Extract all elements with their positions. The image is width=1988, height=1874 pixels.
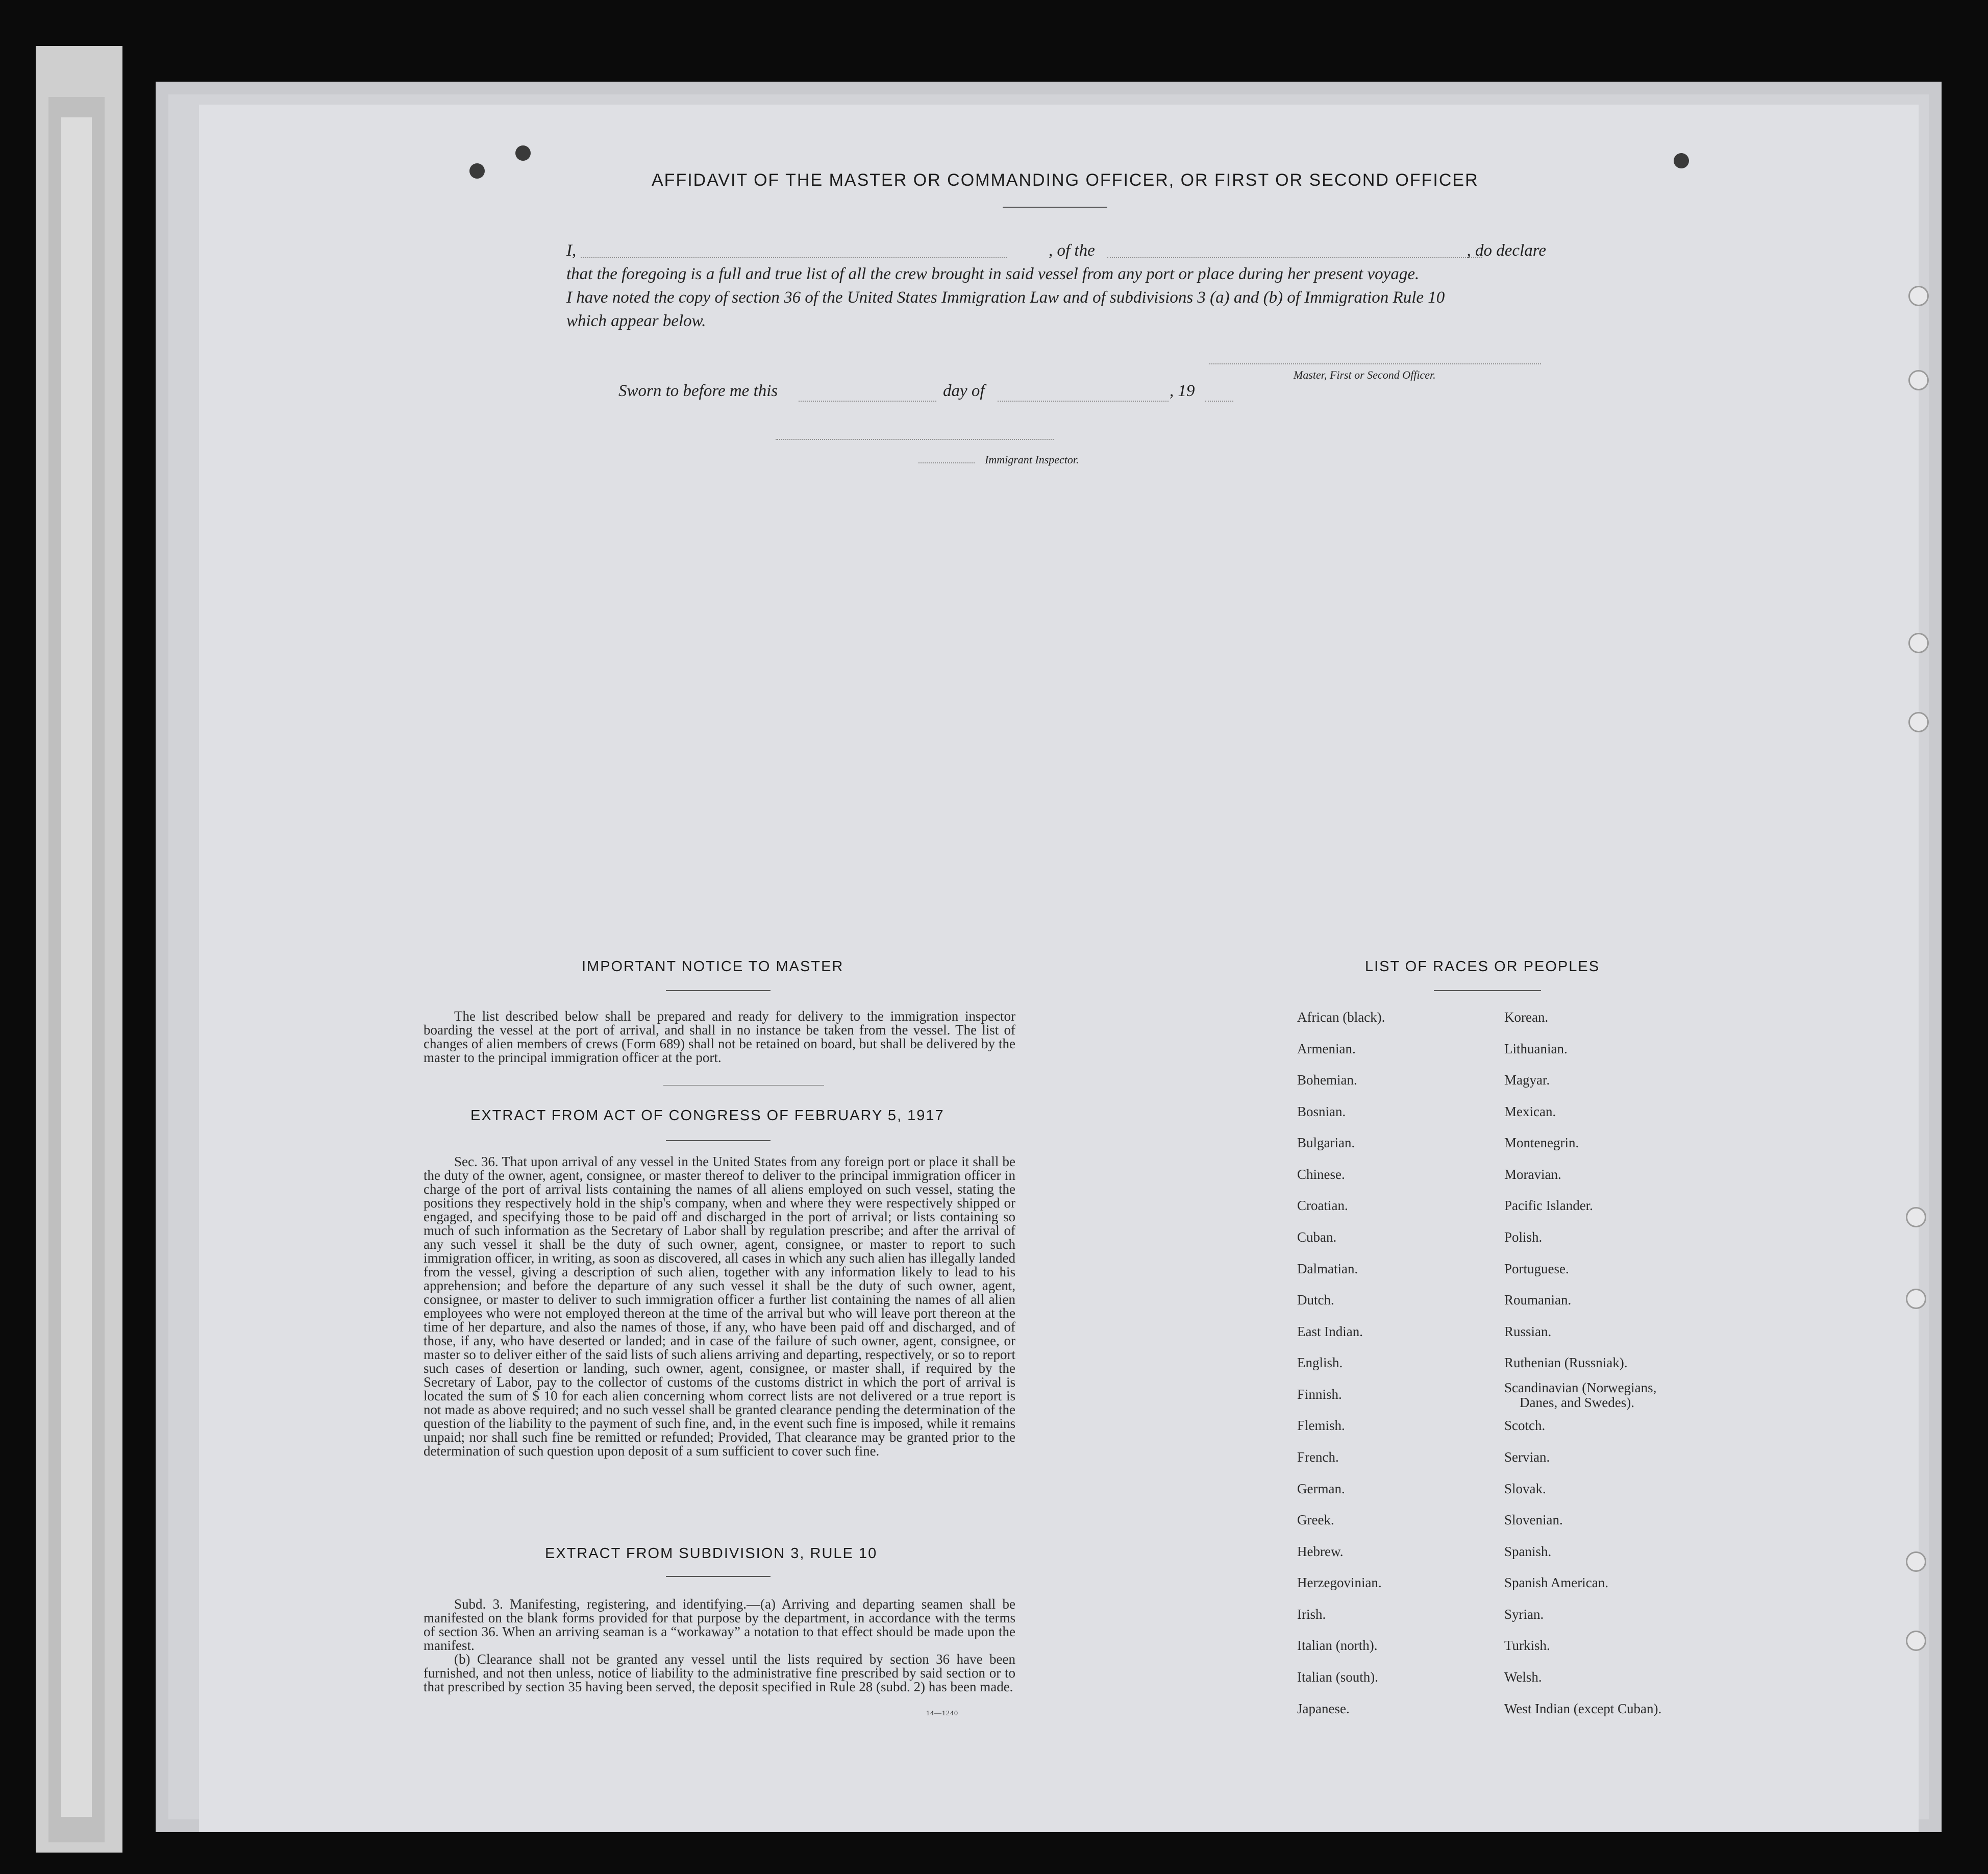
race-item: Welsh.: [1504, 1669, 1542, 1685]
notice-paragraph: The list described below shall be prepared and ready for delivery to the immigration inspector boarding the vessel at the port of arrival, and shall in no instance be taken from the vessel. The list of changes of alien members of crews (Form 689) shall not be retained on board, but shall be delivered by the master to the principal immigration officer at the port.: [424, 1008, 1015, 1065]
affidavit-line-1: [566, 239, 1546, 262]
race-item: Moravian.: [1504, 1167, 1561, 1182]
race-item: Italian (north).: [1297, 1638, 1378, 1653]
act-text: [424, 1155, 1015, 1458]
races-underline: [1434, 990, 1541, 991]
sworn-year-blank[interactable]: [1205, 401, 1233, 402]
sworn-month-blank[interactable]: [998, 401, 1169, 402]
race-item: Ruthenian (Russniak).: [1504, 1355, 1628, 1370]
race-item: Bulgarian.: [1297, 1135, 1355, 1150]
race-item: Italian (south).: [1297, 1669, 1378, 1685]
race-item: Chinese.: [1297, 1167, 1345, 1182]
rule-paragraph-b: (b) Clearance shall not be granted any vessel until the lists required by section 36 have been furnished, and not then unless, notice of liability to the administrative fine prescribed by said section or to that prescribed by section 35 having been served, the deposit specified in Rule 28 (subd. 2) has been made.: [424, 1651, 1015, 1694]
rule-title: EXTRACT FROM SUBDIVISION 3, RULE 10: [545, 1545, 878, 1562]
race-item: Turkish.: [1504, 1638, 1550, 1653]
race-item: Flemish.: [1297, 1418, 1345, 1433]
race-item: Irish.: [1297, 1607, 1326, 1622]
race-item: French.: [1297, 1449, 1339, 1465]
race-item: West Indian (except Cuban).: [1504, 1701, 1662, 1716]
form-code: 14—1240: [926, 1710, 958, 1717]
document-page: [199, 105, 1919, 1832]
binder-hole: [1906, 1289, 1926, 1309]
race-item: Slovenian.: [1504, 1512, 1563, 1527]
binder-hole: [1906, 1207, 1926, 1227]
race-item: Mexican.: [1504, 1104, 1556, 1119]
race-item: Magyar.: [1504, 1072, 1550, 1088]
sworn-text: Sworn to before me this: [618, 382, 778, 400]
race-item-continued: Danes, and Swedes).: [1520, 1395, 1634, 1410]
inspector-signature-line[interactable]: [776, 439, 1054, 440]
vessel-blank[interactable]: [1107, 257, 1482, 258]
act-title: EXTRACT FROM ACT OF CONGRESS OF FEBRUARY 5, 1917: [470, 1107, 945, 1124]
race-item: Hebrew.: [1297, 1544, 1344, 1559]
notice-underline: [666, 990, 771, 991]
punch-hole-mark: [515, 145, 531, 161]
race-item: Russian.: [1504, 1324, 1552, 1339]
notice-text: [424, 1009, 1015, 1065]
rule-paragraph-a: Subd. 3. Manifesting, registering, and identifying.—(a) Arriving and departing seamen shall be manifested on the blank forms provided for that purpose by the department, in accordance with the terms of section 36. When an arriving seaman is a “workaway” a notation to that effect should be made upon the manifest.: [424, 1596, 1015, 1653]
race-item: Scandinavian (Norwegians,: [1504, 1380, 1657, 1395]
race-item: Bohemian.: [1297, 1072, 1357, 1088]
binder-hole: [1908, 633, 1929, 653]
race-item: Servian.: [1504, 1449, 1550, 1465]
rule-underline: [666, 1576, 771, 1577]
race-item: Greek.: [1297, 1512, 1334, 1527]
race-item: African (black).: [1297, 1009, 1385, 1025]
punch-hole-mark: [1674, 153, 1689, 168]
race-item: East Indian.: [1297, 1324, 1363, 1339]
title-underline: [1003, 207, 1107, 208]
race-item: Finnish.: [1297, 1387, 1342, 1402]
race-item: Montenegrin.: [1504, 1135, 1579, 1150]
inspector-signature-lead: [918, 462, 975, 463]
binder-hole: [1908, 712, 1929, 732]
affidavit-do-declare: , do declare: [1467, 241, 1546, 260]
race-item: Portuguese.: [1504, 1261, 1569, 1276]
master-signature-line[interactable]: [1209, 363, 1541, 364]
race-item: Polish.: [1504, 1229, 1543, 1245]
affidavit-body: [566, 239, 1546, 333]
race-item: Roumanian.: [1504, 1292, 1572, 1308]
name-blank[interactable]: [581, 257, 1007, 258]
race-item: Pacific Islander.: [1504, 1198, 1593, 1213]
section-divider: [663, 1085, 824, 1086]
race-item: Dutch.: [1297, 1292, 1334, 1308]
act-paragraph: Sec. 36. That upon arrival of any vessel in the United States from any foreign port or place it shall be the duty of the owner, agent, consignee, or master thereof to deliver to the principal immigration officer in charge of the port of arrival lists containing the names of all aliens employed on such vessel, stating the positions they respectively hold in the ship's company, when and where they were respectively shipped or engaged, and specifying those to be paid off and discharged in the port of arrival; or lists containing so much of such information as the Secretary of Labor shall by regulation prescribe; and after the arrival of any such vessel it shall be the duty of such owner, agent, consignee, or master to report to such immigration officer, in writing, as soon as discovered, all cases in which any such alien has illegally landed from the vessel, giving a description of such alien, together with any information likely to lead to his apprehension; and before the departure of any such vessel it shall be the duty of such owner, agent, consignee, or master to deliver to such immigration officer a further list containing the names of all alien employees who were not employed thereon at the time of the arrival but who will leave port thereon at the time of her departure, and also the names of those, if any, who have been paid off and discharged, and of those, if any, who have deserted or landed; and in case of the failure of such owner, agent, consignee, or master so to deliver either of the said lists of such aliens arriving and departing, respectively, or so to report such cases of desertion or landing, such owner, agent, consignee, or master shall, if required by the Secretary of Labor, pay to the collector of customs of the customs district in which the port of arrival is located the sum of $ 10 for each alien concerning whom correct lists are not delivered or a true report is not made as above required; and no such vessel shall be granted clearance pending the determination of the question of the liability to the payment of such fine, and, in the event such fine is imposed, while it remains unpaid; nor shall such fine be remitted or refunded; Provided, That clearance may be granted prior to the determination of such question upon deposit of a sum sufficient to cover such fine.: [424, 1154, 1015, 1459]
binder-hole: [1906, 1631, 1926, 1651]
race-item: English.: [1297, 1355, 1343, 1370]
race-item: German.: [1297, 1481, 1345, 1496]
binder-hole: [1908, 286, 1929, 306]
affidavit-line-4: which appear below.: [566, 312, 706, 330]
sworn-day-blank[interactable]: [799, 401, 936, 402]
act-underline: [666, 1140, 771, 1141]
rule-text: [424, 1597, 1015, 1694]
races-title: LIST OF RACES OR PEOPLES: [1365, 958, 1600, 975]
affidavit-of-the: , of the: [1049, 241, 1095, 260]
affidavit-title: AFFIDAVIT OF THE MASTER OR COMMANDING OFFICER, OR FIRST OR SECOND OFFICER: [652, 170, 1479, 190]
race-item: Korean.: [1504, 1009, 1549, 1025]
affidavit-line-3: I have noted the copy of section 36 of the United States Immigration Law and of subdivisions 3 (a) and (b) of Immigration Rule 10: [566, 288, 1445, 307]
race-item: Dalmatian.: [1297, 1261, 1358, 1276]
race-item: Cuban.: [1297, 1229, 1337, 1245]
race-item: Croatian.: [1297, 1198, 1348, 1213]
race-item: Herzegovinian.: [1297, 1575, 1382, 1590]
race-item: Bosnian.: [1297, 1104, 1346, 1119]
race-item: Scotch.: [1504, 1418, 1546, 1433]
race-item: Armenian.: [1297, 1041, 1356, 1056]
punch-hole-mark: [469, 163, 485, 179]
binder-hole: [1906, 1551, 1926, 1572]
race-item: Syrian.: [1504, 1607, 1544, 1622]
notice-title: IMPORTANT NOTICE TO MASTER: [582, 958, 844, 975]
binder-hole: [1908, 370, 1929, 390]
race-item: Spanish.: [1504, 1544, 1552, 1559]
race-item: Lithuanian.: [1504, 1041, 1568, 1056]
affidavit-i: I,: [566, 241, 577, 260]
sworn-year-prefix: , 19: [1170, 382, 1195, 400]
inspector-label: Immigrant Inspector.: [985, 453, 1079, 466]
master-signature-label: Master, First or Second Officer.: [1294, 368, 1436, 381]
race-item: Spanish American.: [1504, 1575, 1608, 1590]
affidavit-line-2: that the foregoing is a full and true list of all the crew brought in said vessel from any port or place during her present voyage.: [566, 265, 1420, 283]
race-item: Slovak.: [1504, 1481, 1546, 1496]
sworn-day-of: day of: [943, 382, 985, 400]
race-item: Japanese.: [1297, 1701, 1350, 1716]
binder-sheet-edge: [61, 117, 92, 1817]
